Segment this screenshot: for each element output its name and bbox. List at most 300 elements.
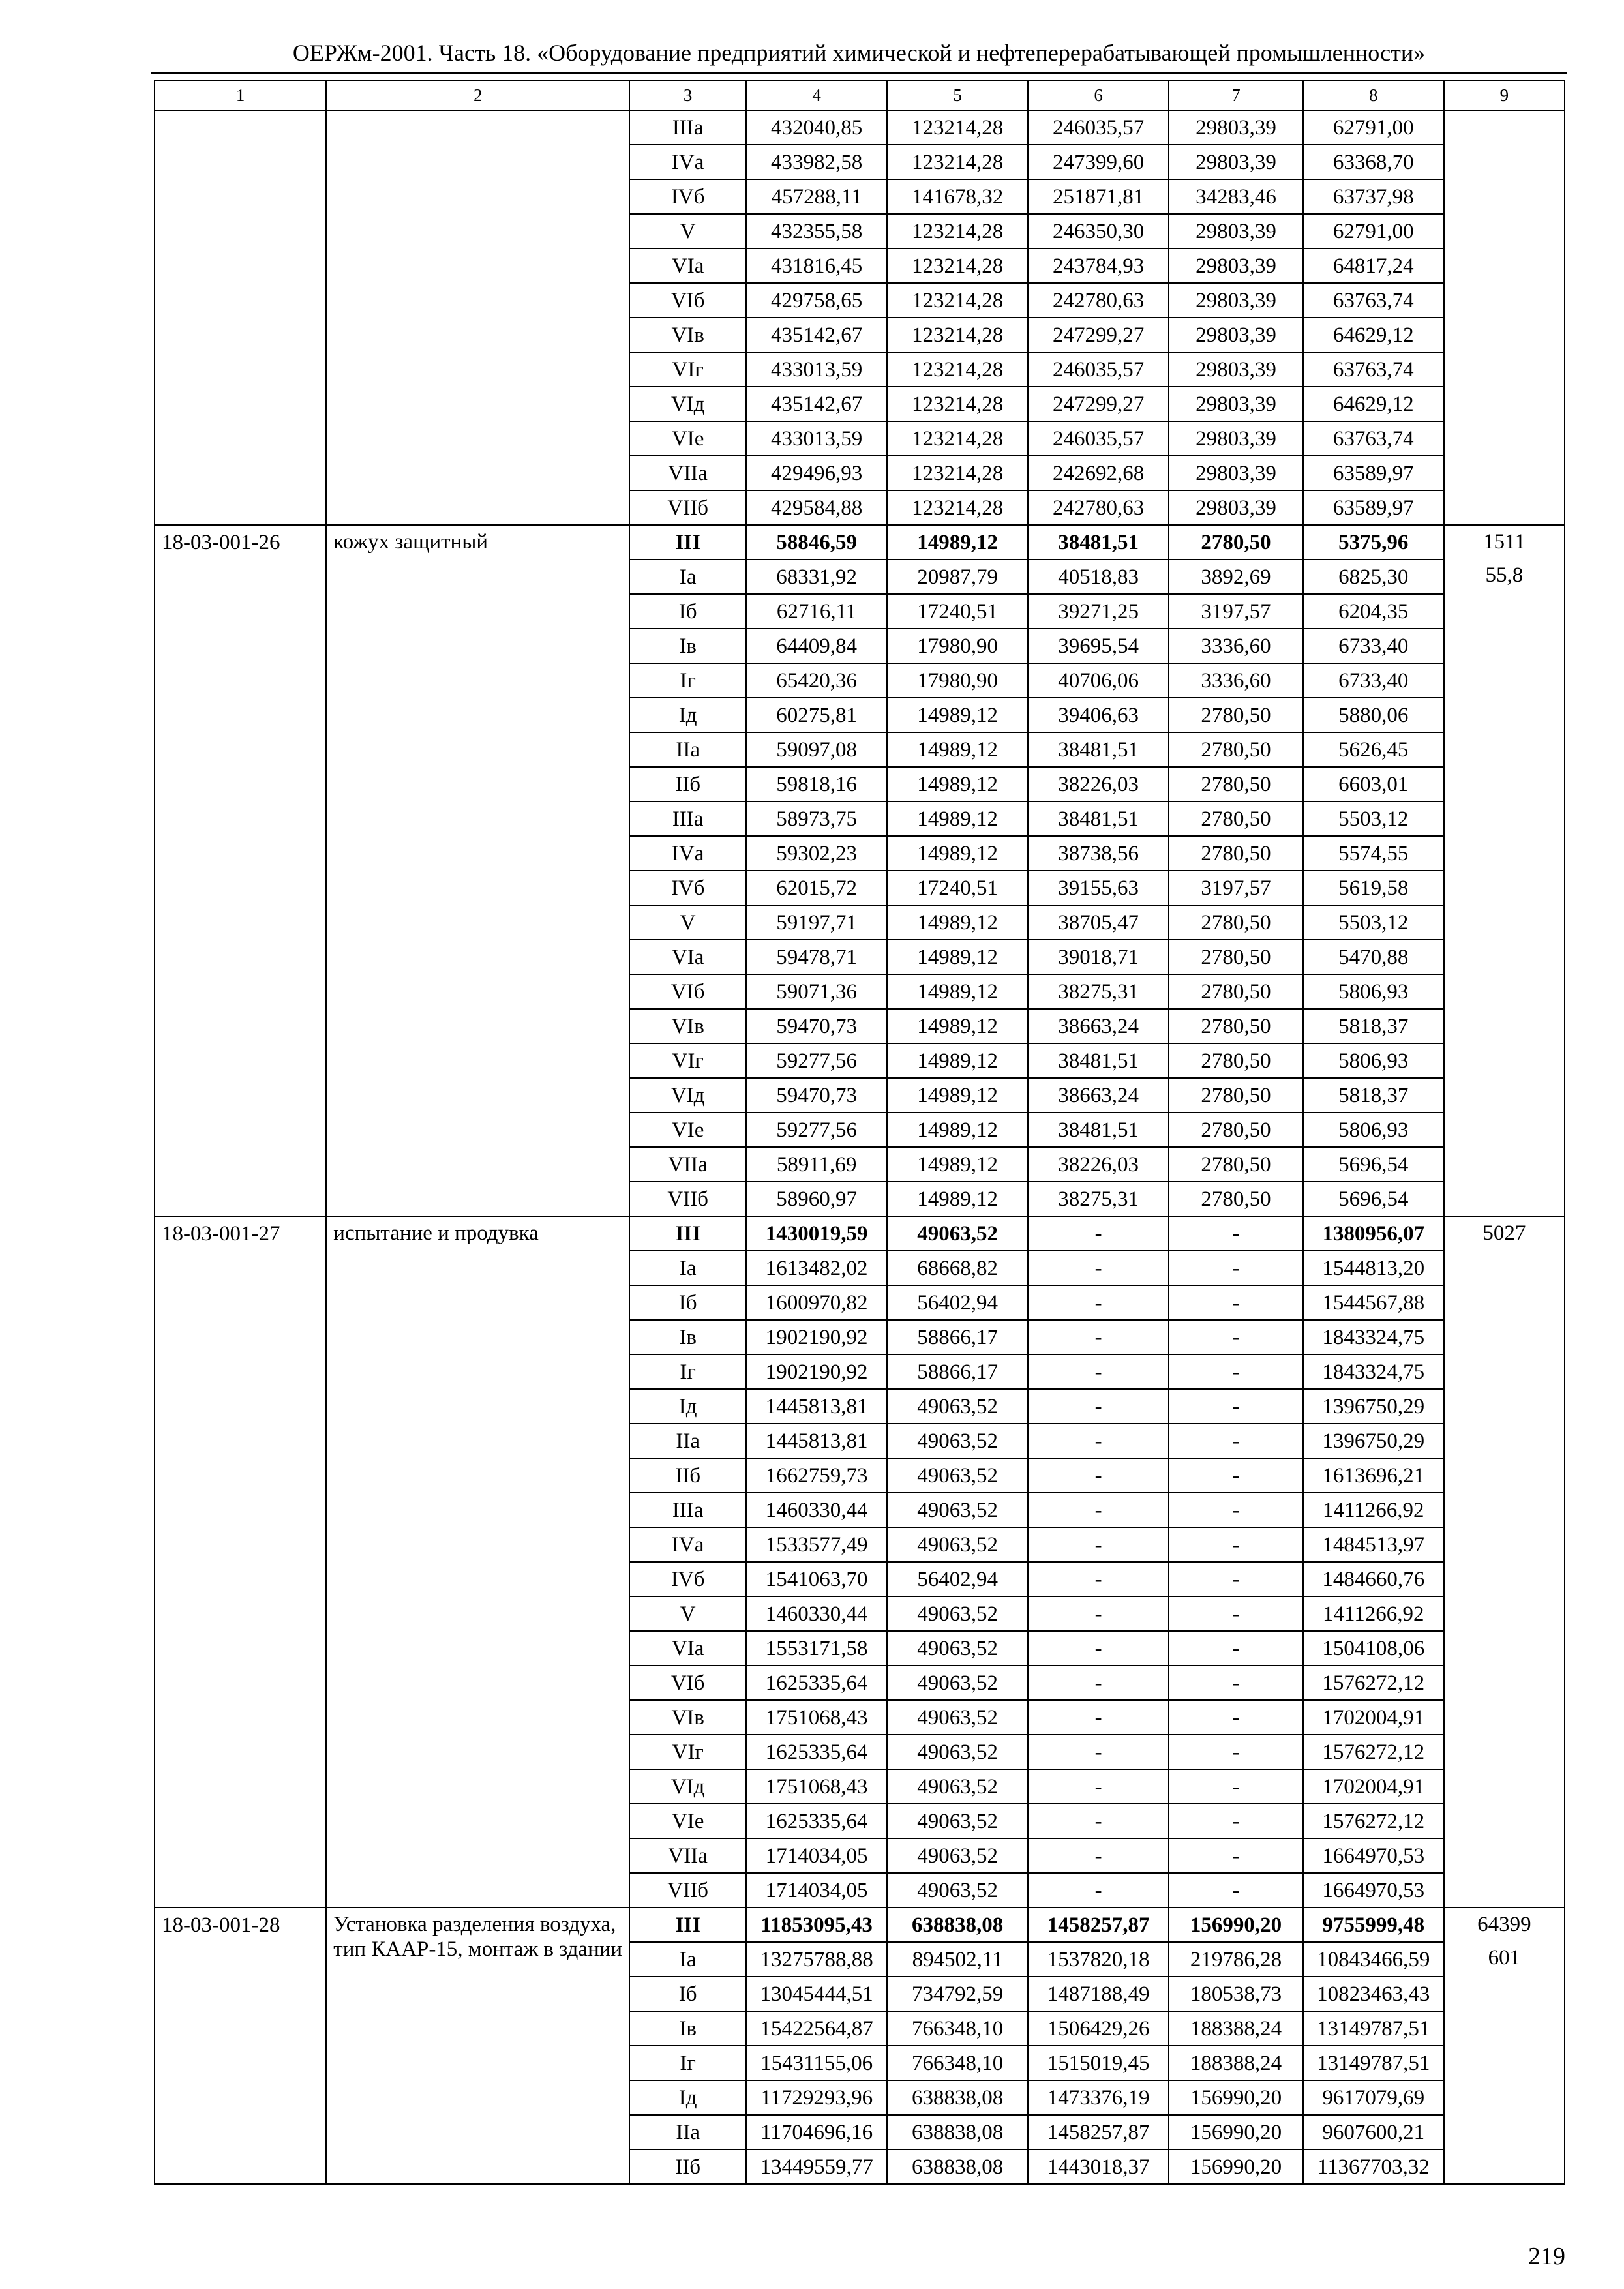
value-cell-col4: 429758,65	[746, 283, 887, 318]
value-cell-col6: 38481,51	[1028, 525, 1169, 560]
zone-cell: IVб	[629, 179, 746, 214]
value-cell-col8: 1613696,21	[1303, 1458, 1444, 1493]
value-cell-col8: 5880,06	[1303, 698, 1444, 732]
value-cell-col5: 49063,52	[887, 1666, 1028, 1700]
value-cell-col8: 6825,30	[1303, 560, 1444, 594]
zone-cell: Iв	[629, 2011, 746, 2046]
value-cell-col6: 251871,81	[1028, 179, 1169, 214]
value-cell-col7: 3336,60	[1169, 629, 1303, 663]
value-cell-col5: 56402,94	[887, 1285, 1028, 1320]
value-cell-col7: -	[1169, 1320, 1303, 1354]
value-cell-col8: 5818,37	[1303, 1009, 1444, 1043]
value-cell-col7: 2780,50	[1169, 905, 1303, 940]
zone-cell: IVа	[629, 836, 746, 871]
zone-cell: IIб	[629, 767, 746, 801]
value-cell-col4: 58846,59	[746, 525, 887, 560]
value-cell-col8: 5375,96	[1303, 525, 1444, 560]
value-cell-col4: 62015,72	[746, 871, 887, 905]
value-cell-col7: 3197,57	[1169, 594, 1303, 629]
value-cell-col5: 14989,12	[887, 1147, 1028, 1182]
value-cell-col7: -	[1169, 1769, 1303, 1804]
table-row	[155, 1216, 1565, 1251]
value-cell-col6: 242780,63	[1028, 490, 1169, 525]
value-cell-col7: -	[1169, 1700, 1303, 1735]
value-cell-col4: 59302,23	[746, 836, 887, 871]
value-cell-col6: 1515019,45	[1028, 2046, 1169, 2080]
value-cell-col8: 5806,93	[1303, 1113, 1444, 1147]
value-cell-col4: 435142,67	[746, 387, 887, 421]
value-cell-col5: 14989,12	[887, 767, 1028, 801]
value-cell-col7: 219786,28	[1169, 1942, 1303, 1977]
value-cell-col5: 894502,11	[887, 1942, 1028, 1977]
value-cell-col7: 29803,39	[1169, 283, 1303, 318]
zone-cell: VIб	[629, 1666, 746, 1700]
rates-table	[154, 80, 1565, 2185]
value-cell-col5: 123214,28	[887, 387, 1028, 421]
value-cell-col7: -	[1169, 1596, 1303, 1631]
value-cell-col5: 766348,10	[887, 2046, 1028, 2080]
value-cell-col5: 123214,28	[887, 318, 1028, 352]
work-name-cell	[326, 110, 629, 525]
value-cell-col8: 5619,58	[1303, 871, 1444, 905]
zone-cell: IVа	[629, 1527, 746, 1562]
labor-value: 55,8	[1485, 563, 1524, 587]
value-cell-col7: -	[1169, 1493, 1303, 1527]
value-cell-col8: 64629,12	[1303, 387, 1444, 421]
value-cell-col5: 49063,52	[887, 1838, 1028, 1873]
value-cell-col6: -	[1028, 1562, 1169, 1596]
value-cell-col4: 1902190,92	[746, 1354, 887, 1389]
value-cell-col5: 123214,28	[887, 110, 1028, 145]
table-row	[155, 525, 1565, 560]
value-cell-col5: 14989,12	[887, 801, 1028, 836]
value-cell-col4: 1460330,44	[746, 1596, 887, 1631]
labor-cell	[1444, 525, 1565, 1216]
table-row	[155, 110, 1565, 145]
value-cell-col5: 49063,52	[887, 1735, 1028, 1769]
value-cell-col8: 9755999,48	[1303, 1908, 1444, 1942]
zone-cell: IIб	[629, 1458, 746, 1493]
value-cell-col7: -	[1169, 1666, 1303, 1700]
value-cell-col6: 1458257,87	[1028, 2115, 1169, 2149]
value-cell-col7: -	[1169, 1285, 1303, 1320]
value-cell-col8: 1664970,53	[1303, 1838, 1444, 1873]
value-cell-col6: -	[1028, 1527, 1169, 1562]
value-cell-col5: 14989,12	[887, 1078, 1028, 1113]
value-cell-col6: -	[1028, 1251, 1169, 1285]
value-cell-col7: 2780,50	[1169, 525, 1303, 560]
value-cell-col4: 58960,97	[746, 1182, 887, 1216]
value-cell-col4: 65420,36	[746, 663, 887, 698]
value-cell-col7: 2780,50	[1169, 1009, 1303, 1043]
value-cell-col6: 39155,63	[1028, 871, 1169, 905]
value-cell-col7: 180538,73	[1169, 1977, 1303, 2011]
value-cell-col5: 68668,82	[887, 1251, 1028, 1285]
zone-cell: VIе	[629, 1804, 746, 1838]
work-name-cell	[326, 525, 629, 1216]
value-cell-col7: 2780,50	[1169, 732, 1303, 767]
value-cell-col6: -	[1028, 1838, 1169, 1873]
table-row	[155, 1908, 1565, 1942]
value-cell-col5: 123214,28	[887, 145, 1028, 179]
value-cell-col5: 17980,90	[887, 629, 1028, 663]
value-cell-col7: 2780,50	[1169, 1043, 1303, 1078]
value-cell-col4: 11704696,16	[746, 2115, 887, 2149]
value-cell-col4: 1600970,82	[746, 1285, 887, 1320]
value-cell-col7: 156990,20	[1169, 2115, 1303, 2149]
zone-cell: VIIб	[629, 1873, 746, 1908]
value-cell-col8: 5696,54	[1303, 1147, 1444, 1182]
column-number-5: 5	[887, 80, 1028, 110]
zone-cell: Iг	[629, 663, 746, 698]
value-cell-col6: 1487188,49	[1028, 1977, 1169, 2011]
value-cell-col5: 14989,12	[887, 732, 1028, 767]
value-cell-col6: 38481,51	[1028, 732, 1169, 767]
zone-cell: IIIа	[629, 1493, 746, 1527]
value-cell-col7: 3892,69	[1169, 560, 1303, 594]
zone-cell: IVб	[629, 871, 746, 905]
value-cell-col6: 242692,68	[1028, 456, 1169, 490]
value-cell-col5: 14989,12	[887, 836, 1028, 871]
value-cell-col4: 59071,36	[746, 974, 887, 1009]
rate-code: 18-03-001-27	[162, 1222, 280, 1246]
value-cell-col7: 29803,39	[1169, 490, 1303, 525]
value-cell-col6: -	[1028, 1596, 1169, 1631]
zone-cell: Iв	[629, 1320, 746, 1354]
value-cell-col6: 38663,24	[1028, 1078, 1169, 1113]
value-cell-col8: 1702004,91	[1303, 1769, 1444, 1804]
labor-cell	[1444, 110, 1565, 525]
column-number-2: 2	[326, 80, 629, 110]
zone-cell: Iа	[629, 1251, 746, 1285]
work-name: испытание и продувка	[333, 1221, 539, 1245]
value-cell-col5: 14989,12	[887, 905, 1028, 940]
table-body	[155, 80, 1565, 2184]
value-cell-col8: 5696,54	[1303, 1182, 1444, 1216]
value-cell-col6: 1506429,26	[1028, 2011, 1169, 2046]
value-cell-col6: 39695,54	[1028, 629, 1169, 663]
value-cell-col8: 1576272,12	[1303, 1666, 1444, 1700]
value-cell-col6: -	[1028, 1735, 1169, 1769]
value-cell-col7: -	[1169, 1735, 1303, 1769]
value-cell-col8: 1411266,92	[1303, 1493, 1444, 1527]
value-cell-col7: 29803,39	[1169, 318, 1303, 352]
rate-code: 18-03-001-28	[162, 1913, 280, 1937]
zone-cell: VIг	[629, 1043, 746, 1078]
work-name: кожух защитный	[333, 530, 489, 554]
value-cell-col5: 123214,28	[887, 490, 1028, 525]
value-cell-col6: 38705,47	[1028, 905, 1169, 940]
value-cell-col5: 49063,52	[887, 1527, 1028, 1562]
value-cell-col6: 38226,03	[1028, 767, 1169, 801]
value-cell-col5: 49063,52	[887, 1769, 1028, 1804]
value-cell-col4: 15431155,06	[746, 2046, 887, 2080]
value-cell-col6: 39406,63	[1028, 698, 1169, 732]
value-cell-col7: 156990,20	[1169, 2149, 1303, 2184]
value-cell-col7: 2780,50	[1169, 767, 1303, 801]
value-cell-col4: 60275,81	[746, 698, 887, 732]
value-cell-col5: 58866,17	[887, 1354, 1028, 1389]
value-cell-col4: 64409,84	[746, 629, 887, 663]
header-rule	[151, 72, 1567, 74]
value-cell-col5: 123214,28	[887, 456, 1028, 490]
zone-cell: Iа	[629, 1942, 746, 1977]
value-cell-col4: 59277,56	[746, 1043, 887, 1078]
value-cell-col5: 14989,12	[887, 1009, 1028, 1043]
value-cell-col5: 14989,12	[887, 698, 1028, 732]
value-cell-col7: 156990,20	[1169, 2080, 1303, 2115]
value-cell-col5: 14989,12	[887, 525, 1028, 560]
value-cell-col6: 247299,27	[1028, 387, 1169, 421]
value-cell-col4: 435142,67	[746, 318, 887, 352]
zone-cell: VIIа	[629, 1838, 746, 1873]
value-cell-col4: 59470,73	[746, 1009, 887, 1043]
value-cell-col8: 6733,40	[1303, 629, 1444, 663]
value-cell-col4: 1714034,05	[746, 1873, 887, 1908]
zone-cell: VIг	[629, 352, 746, 387]
value-cell-col4: 59478,71	[746, 940, 887, 974]
value-cell-col6: 1443018,37	[1028, 2149, 1169, 2184]
value-cell-col7: -	[1169, 1424, 1303, 1458]
rate-code-cell	[155, 525, 326, 1216]
value-cell-col6: -	[1028, 1631, 1169, 1666]
value-cell-col8: 63763,74	[1303, 352, 1444, 387]
value-cell-col8: 9617079,69	[1303, 2080, 1444, 2115]
value-cell-col4: 1625335,64	[746, 1804, 887, 1838]
value-cell-col6: 38738,56	[1028, 836, 1169, 871]
value-cell-col6: -	[1028, 1424, 1169, 1458]
column-number-9: 9	[1444, 80, 1565, 110]
value-cell-col4: 68331,92	[746, 560, 887, 594]
zone-cell: VIе	[629, 421, 746, 456]
labor-cell	[1444, 1216, 1565, 1908]
zone-cell: VIа	[629, 1631, 746, 1666]
value-cell-col4: 429584,88	[746, 490, 887, 525]
value-cell-col4: 1553171,58	[746, 1631, 887, 1666]
value-cell-col4: 59097,08	[746, 732, 887, 767]
value-cell-col4: 457288,11	[746, 179, 887, 214]
value-cell-col4: 432040,85	[746, 110, 887, 145]
column-number-1: 1	[155, 80, 326, 110]
value-cell-col6: -	[1028, 1666, 1169, 1700]
rate-code-cell	[155, 1908, 326, 2184]
value-cell-col6: 242780,63	[1028, 283, 1169, 318]
value-cell-col8: 1576272,12	[1303, 1735, 1444, 1769]
value-cell-col7: 29803,39	[1169, 214, 1303, 248]
zone-cell: VIа	[629, 248, 746, 283]
value-cell-col4: 58911,69	[746, 1147, 887, 1182]
zone-cell: VIб	[629, 974, 746, 1009]
value-cell-col6: 38226,03	[1028, 1147, 1169, 1182]
value-cell-col8: 1504108,06	[1303, 1631, 1444, 1666]
value-cell-col6: 39271,25	[1028, 594, 1169, 629]
value-cell-col4: 1751068,43	[746, 1700, 887, 1735]
value-cell-col8: 1411266,92	[1303, 1596, 1444, 1631]
value-cell-col6: -	[1028, 1493, 1169, 1527]
value-cell-col7: -	[1169, 1458, 1303, 1493]
value-cell-col8: 1484513,97	[1303, 1527, 1444, 1562]
value-cell-col6: -	[1028, 1700, 1169, 1735]
value-cell-col6: -	[1028, 1320, 1169, 1354]
value-cell-col5: 56402,94	[887, 1562, 1028, 1596]
value-cell-col6: 247399,60	[1028, 145, 1169, 179]
zone-cell: VIа	[629, 940, 746, 974]
value-cell-col8: 62791,00	[1303, 214, 1444, 248]
value-cell-col7: 29803,39	[1169, 110, 1303, 145]
value-cell-col4: 1902190,92	[746, 1320, 887, 1354]
labor-value: 5027	[1482, 1221, 1526, 1245]
value-cell-col5: 49063,52	[887, 1389, 1028, 1424]
zone-cell: VIв	[629, 318, 746, 352]
value-cell-col5: 49063,52	[887, 1700, 1028, 1735]
value-cell-col7: -	[1169, 1527, 1303, 1562]
value-cell-col7: 2780,50	[1169, 698, 1303, 732]
value-cell-col7: -	[1169, 1873, 1303, 1908]
value-cell-col8: 5503,12	[1303, 801, 1444, 836]
zone-cell: Iд	[629, 2080, 746, 2115]
value-cell-col8: 5818,37	[1303, 1078, 1444, 1113]
value-cell-col4: 1445813,81	[746, 1424, 887, 1458]
value-cell-col7: 2780,50	[1169, 1078, 1303, 1113]
value-cell-col8: 63763,74	[1303, 421, 1444, 456]
value-cell-col8: 6204,35	[1303, 594, 1444, 629]
zone-cell: VIIа	[629, 1147, 746, 1182]
column-number-6: 6	[1028, 80, 1169, 110]
column-number-4: 4	[746, 80, 887, 110]
value-cell-col5: 123214,28	[887, 248, 1028, 283]
value-cell-col7: -	[1169, 1631, 1303, 1666]
zone-cell: VIб	[629, 283, 746, 318]
zone-cell: VIд	[629, 1769, 746, 1804]
labor-cell	[1444, 1908, 1565, 2184]
zone-cell: VIе	[629, 1113, 746, 1147]
rate-code	[162, 111, 319, 115]
value-cell-col5: 766348,10	[887, 2011, 1028, 2046]
column-number-7: 7	[1169, 80, 1303, 110]
value-cell-col8: 10843466,59	[1303, 1942, 1444, 1977]
value-cell-col4: 13045444,51	[746, 1977, 887, 2011]
value-cell-col6: 246350,30	[1028, 214, 1169, 248]
value-cell-col6: -	[1028, 1389, 1169, 1424]
value-cell-col8: 1664970,53	[1303, 1873, 1444, 1908]
value-cell-col6: 1473376,19	[1028, 2080, 1169, 2115]
value-cell-col8: 1380956,07	[1303, 1216, 1444, 1251]
value-cell-col6: 38481,51	[1028, 1043, 1169, 1078]
value-cell-col5: 638838,08	[887, 2080, 1028, 2115]
value-cell-col5: 17240,51	[887, 871, 1028, 905]
zone-cell: VIг	[629, 1735, 746, 1769]
value-cell-col4: 1541063,70	[746, 1562, 887, 1596]
value-cell-col7: 29803,39	[1169, 248, 1303, 283]
value-cell-col7: -	[1169, 1838, 1303, 1873]
value-cell-col6: -	[1028, 1804, 1169, 1838]
value-cell-col5: 49063,52	[887, 1458, 1028, 1493]
value-cell-col5: 14989,12	[887, 974, 1028, 1009]
rate-code-cell	[155, 110, 326, 525]
value-cell-col7: -	[1169, 1804, 1303, 1838]
page-number: 219	[1528, 2243, 1565, 2270]
value-cell-col7: 156990,20	[1169, 1908, 1303, 1942]
value-cell-col4: 15422564,87	[746, 2011, 887, 2046]
value-cell-col5: 141678,32	[887, 179, 1028, 214]
value-cell-col7: 2780,50	[1169, 940, 1303, 974]
value-cell-col4: 1625335,64	[746, 1735, 887, 1769]
labor-value: 601	[1488, 1946, 1521, 1969]
value-cell-col7: -	[1169, 1251, 1303, 1285]
value-cell-col8: 63763,74	[1303, 283, 1444, 318]
zone-cell: III	[629, 1216, 746, 1251]
value-cell-col7: 188388,24	[1169, 2046, 1303, 2080]
value-cell-col8: 1843324,75	[1303, 1320, 1444, 1354]
value-cell-col8: 1396750,29	[1303, 1389, 1444, 1424]
value-cell-col4: 11853095,43	[746, 1908, 887, 1942]
value-cell-col5: 14989,12	[887, 1113, 1028, 1147]
rate-code-cell	[155, 1216, 326, 1908]
work-name: Установка разделения воздуха, тип КААР-15, монтаж в здании	[333, 1913, 623, 1961]
zone-cell: III	[629, 525, 746, 560]
value-cell-col8: 9607600,21	[1303, 2115, 1444, 2149]
value-cell-col5: 123214,28	[887, 352, 1028, 387]
zone-cell: IVб	[629, 1562, 746, 1596]
rate-code: 18-03-001-26	[162, 531, 280, 554]
value-cell-col5: 17240,51	[887, 594, 1028, 629]
value-cell-col6: 243784,93	[1028, 248, 1169, 283]
zone-cell: IIа	[629, 2115, 746, 2149]
value-cell-col4: 429496,93	[746, 456, 887, 490]
labor-value: 1511	[1483, 530, 1526, 554]
value-cell-col4: 11729293,96	[746, 2080, 887, 2115]
value-cell-col7: 3336,60	[1169, 663, 1303, 698]
value-cell-col4: 1751068,43	[746, 1769, 887, 1804]
value-cell-col8: 1484660,76	[1303, 1562, 1444, 1596]
value-cell-col8: 5806,93	[1303, 1043, 1444, 1078]
value-cell-col5: 58866,17	[887, 1320, 1028, 1354]
value-cell-col4: 59197,71	[746, 905, 887, 940]
value-cell-col5: 49063,52	[887, 1493, 1028, 1527]
work-name	[333, 111, 622, 115]
value-cell-col4: 433013,59	[746, 352, 887, 387]
value-cell-col7: 2780,50	[1169, 801, 1303, 836]
value-cell-col7: 2780,50	[1169, 1147, 1303, 1182]
work-name-cell	[326, 1216, 629, 1908]
value-cell-col6: -	[1028, 1354, 1169, 1389]
value-cell-col8: 1702004,91	[1303, 1700, 1444, 1735]
value-cell-col5: 123214,28	[887, 283, 1028, 318]
zone-cell: V	[629, 905, 746, 940]
value-cell-col8: 1544567,88	[1303, 1285, 1444, 1320]
value-cell-col4: 1533577,49	[746, 1527, 887, 1562]
value-cell-col6: 246035,57	[1028, 110, 1169, 145]
value-cell-col5: 14989,12	[887, 940, 1028, 974]
value-cell-col6: 38275,31	[1028, 1182, 1169, 1216]
value-cell-col8: 1544813,20	[1303, 1251, 1444, 1285]
value-cell-col8: 13149787,51	[1303, 2046, 1444, 2080]
value-cell-col8: 6733,40	[1303, 663, 1444, 698]
value-cell-col6: 247299,27	[1028, 318, 1169, 352]
value-cell-col4: 59818,16	[746, 767, 887, 801]
value-cell-col4: 1662759,73	[746, 1458, 887, 1493]
value-cell-col4: 1613482,02	[746, 1251, 887, 1285]
zone-cell: Iв	[629, 629, 746, 663]
value-cell-col6: -	[1028, 1873, 1169, 1908]
value-cell-col8: 63589,97	[1303, 490, 1444, 525]
value-cell-col4: 432355,58	[746, 214, 887, 248]
column-number-3: 3	[629, 80, 746, 110]
zone-cell: Iг	[629, 1354, 746, 1389]
zone-cell: VIIб	[629, 490, 746, 525]
value-cell-col7: 2780,50	[1169, 974, 1303, 1009]
zone-cell: Iд	[629, 1389, 746, 1424]
